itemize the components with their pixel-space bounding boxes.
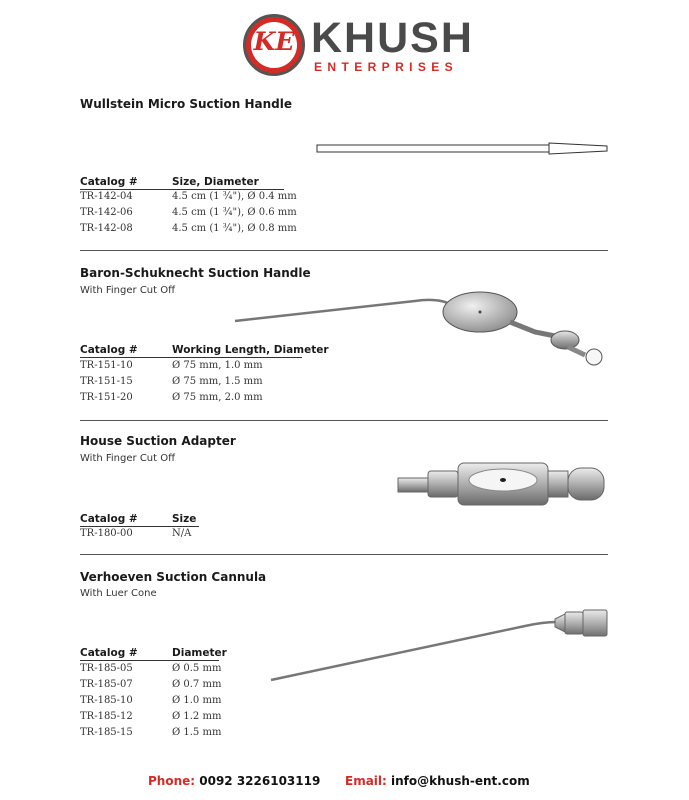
column-header-spec: Size xyxy=(172,513,197,525)
column-header-spec: Working Length, Diameter xyxy=(172,344,329,356)
catalog-number: TR-180-00 xyxy=(80,528,133,539)
column-header-spec: Diameter xyxy=(172,647,227,659)
catalog-number: TR-151-10 xyxy=(80,360,133,371)
email-label: Email: xyxy=(345,774,387,788)
catalog-number: TR-142-08 xyxy=(80,223,133,234)
spec-value: Ø 1.2 mm xyxy=(172,711,222,722)
header-underline xyxy=(80,660,219,661)
header-underline xyxy=(80,526,199,527)
product-title: Wullstein Micro Suction Handle xyxy=(80,97,293,111)
logo-monogram: KE xyxy=(253,27,295,56)
house-adapter-illustration xyxy=(392,458,614,510)
column-header-catalog: Catalog # xyxy=(80,176,138,188)
spec-value: Ø 1.5 mm xyxy=(172,727,222,738)
catalog-number: TR-185-10 xyxy=(80,695,133,706)
spec-value: Ø 1.0 mm xyxy=(172,695,222,706)
section-divider xyxy=(80,554,608,555)
product-subtitle: With Finger Cut Off xyxy=(80,453,175,464)
brand-logo xyxy=(243,14,305,76)
catalog-number: TR-185-07 xyxy=(80,679,133,690)
spec-value: N/A xyxy=(172,528,192,539)
header-underline xyxy=(80,189,284,190)
catalog-number: TR-185-12 xyxy=(80,711,133,722)
product-title: House Suction Adapter xyxy=(80,434,236,448)
spec-value: 4.5 cm (1 ¾"), Ø 0.8 mm xyxy=(172,223,297,234)
catalog-number: TR-151-20 xyxy=(80,392,133,403)
phone-label: Phone: xyxy=(148,774,196,788)
catalog-number: TR-151-15 xyxy=(80,376,133,387)
column-header-catalog: Catalog # xyxy=(80,647,138,659)
email-address[interactable]: info@khush-ent.com xyxy=(391,774,530,788)
spec-value: Ø 75 mm, 1.5 mm xyxy=(172,376,263,387)
section-divider xyxy=(80,250,608,251)
catalog-number: TR-185-15 xyxy=(80,727,133,738)
brand-name: KHUSH xyxy=(311,14,474,62)
phone-number[interactable]: 0092 3226103119 xyxy=(199,774,321,788)
catalog-number: TR-185-05 xyxy=(80,663,133,674)
product-title: Baron-Schuknecht Suction Handle xyxy=(80,266,311,280)
section-divider xyxy=(80,420,608,421)
spec-value: 4.5 cm (1 ¾"), Ø 0.4 mm xyxy=(172,191,297,202)
spec-value: Ø 0.5 mm xyxy=(172,663,222,674)
wullstein-handle-illustration xyxy=(312,140,612,160)
spec-value: Ø 75 mm, 1.0 mm xyxy=(172,360,263,371)
catalog-number: TR-142-06 xyxy=(80,207,133,218)
column-header-spec: Size, Diameter xyxy=(172,176,259,188)
product-subtitle: With Finger Cut Off xyxy=(80,285,175,296)
product-subtitle: With Luer Cone xyxy=(80,588,157,599)
brand-tagline: ENTERPRISES xyxy=(314,60,459,74)
spec-value: Ø 75 mm, 2.0 mm xyxy=(172,392,263,403)
footer-email xyxy=(345,774,530,788)
verhoeven-cannula-illustration xyxy=(265,600,615,685)
spec-value: 4.5 cm (1 ¾"), Ø 0.6 mm xyxy=(172,207,297,218)
header-underline xyxy=(80,357,302,358)
column-header-catalog: Catalog # xyxy=(80,344,138,356)
product-title: Verhoeven Suction Cannula xyxy=(80,570,267,584)
footer-phone xyxy=(148,774,320,788)
spec-value: Ø 0.7 mm xyxy=(172,679,222,690)
catalog-number: TR-142-04 xyxy=(80,191,133,202)
column-header-catalog: Catalog # xyxy=(80,513,138,525)
